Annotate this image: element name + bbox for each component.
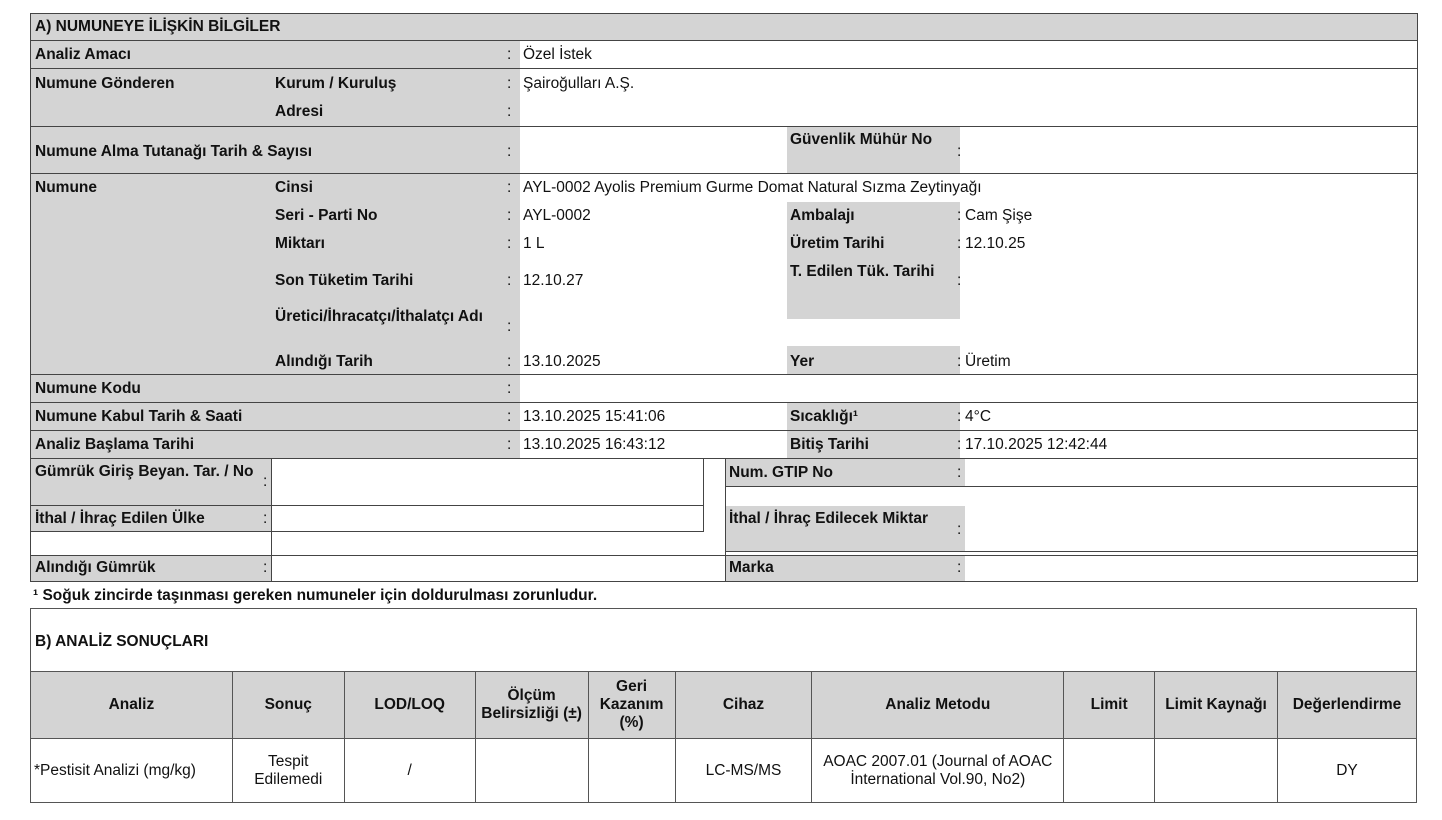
col-metod: Analiz Metodu <box>812 672 1064 739</box>
uretim-label: Üretim Tarihi <box>790 235 885 252</box>
gumruk-beyan-label: Gümrük Giriş Beyan. Tar. / No <box>35 463 254 480</box>
adres-label: Adresi <box>275 103 324 120</box>
colon: : <box>957 559 962 576</box>
cinsi-value: AYL-0002 Ayolis Premium Gurme Domat Natural Sızma Zeytinyağı <box>523 179 982 196</box>
yer-label: Yer <box>790 353 815 370</box>
ithal-miktar-label: İthal / İhraç Edilecek Miktar <box>729 510 928 527</box>
ambalaj-label: Ambalajı <box>790 207 855 224</box>
cell-lodloq: / <box>344 739 475 803</box>
sicaklik-value: 4°C <box>965 408 992 425</box>
uretici-label: Üretici/İhracatçı/İthalatçı Adı <box>275 308 483 325</box>
cinsi-label: Cinsi <box>275 179 313 196</box>
muhur-label: Güvenlik Mühür No <box>790 131 933 148</box>
section-b-title-box <box>30 608 1417 672</box>
colon: : <box>507 436 512 453</box>
kurum-label: Kurum / Kuruluş <box>275 75 397 92</box>
colon: : <box>957 408 962 425</box>
tedilen-label: T. Edilen Tük. Tarihi <box>790 263 935 280</box>
colon: : <box>507 179 512 196</box>
alindigi-tarih-value: 13.10.2025 <box>523 353 601 370</box>
ulke-label: İthal / İhraç Edilen Ülke <box>35 510 205 527</box>
cell-limit-kaynagi <box>1155 739 1278 803</box>
alindigi-tarih-label: Alındığı Tarih <box>275 353 373 370</box>
kodu-label: Numune Kodu <box>35 380 141 397</box>
colon: : <box>957 207 962 224</box>
colon: : <box>507 207 512 224</box>
cell-geri-kazanim <box>588 739 675 803</box>
kabul-value: 13.10.2025 15:41:06 <box>523 408 666 425</box>
cell-sonuc: Tespit Edilemedi <box>232 739 344 803</box>
analiz-amaci-value: Özel İstek <box>523 46 592 63</box>
colon: : <box>507 235 512 252</box>
baslama-value: 13.10.2025 16:43:12 <box>523 436 666 453</box>
colon: : <box>507 318 512 335</box>
skt-label: Son Tüketim Tarihi <box>275 272 414 289</box>
section-a <box>30 13 1418 582</box>
col-analiz: Analiz <box>31 672 233 739</box>
colon: : <box>507 353 512 370</box>
skt-value: 12.10.27 <box>523 272 584 289</box>
colon: : <box>507 380 512 397</box>
colon: : <box>507 75 512 92</box>
sicaklik-label: Sıcaklığı¹ <box>790 408 859 425</box>
colon: : <box>507 272 512 289</box>
cell-metod: AOAC 2007.01 (Journal of AOAC İnternational Vol.90, No2) <box>812 739 1064 803</box>
tutanak-label: Numune Alma Tutanağı Tarih & Sayısı <box>35 143 313 160</box>
col-degerlendirme: Değerlendirme <box>1278 672 1417 739</box>
gumruk-label: Alındığı Gümrük <box>35 559 156 576</box>
colon: : <box>507 143 512 160</box>
section-a-title: A) NUMUNEYE İLİŞKİN BİLGİLER <box>35 18 281 35</box>
col-limit-kaynagi: Limit Kaynağı <box>1155 672 1278 739</box>
results-table <box>30 671 1417 803</box>
table-row <box>31 739 1417 803</box>
footnote: ¹ Soğuk zincirde taşınması gereken numuneler için doldurulması zorunludur. <box>33 587 598 604</box>
numune-label: Numune <box>35 179 97 196</box>
yer-value: Üretim <box>965 353 1011 370</box>
colon: : <box>957 143 962 160</box>
colon: : <box>957 436 962 453</box>
colon: : <box>957 464 962 481</box>
cell-belirsizlik <box>475 739 588 803</box>
section-b-title: B) ANALİZ SONUÇLARI <box>35 633 209 650</box>
col-belirsizlik: Ölçüm Belirsizliği (±) <box>475 672 588 739</box>
colon: : <box>957 353 962 370</box>
colon: : <box>957 272 962 289</box>
baslama-label: Analiz Başlama Tarihi <box>35 436 195 453</box>
cell-degerlendirme: DY <box>1278 739 1417 803</box>
analiz-amaci-label: Analiz Amacı <box>35 46 131 63</box>
kurum-value: Şairoğulları A.Ş. <box>523 75 635 92</box>
colon: : <box>263 559 268 576</box>
seri-value: AYL-0002 <box>523 207 591 224</box>
colon: : <box>263 510 268 527</box>
colon: : <box>507 408 512 425</box>
colon: : <box>957 521 962 538</box>
bitis-label: Bitiş Tarihi <box>790 436 869 453</box>
bitis-value: 17.10.2025 12:42:44 <box>965 436 1108 453</box>
cell-cihaz: LC-MS/MS <box>675 739 812 803</box>
gonderen-label: Numune Gönderen <box>35 75 175 92</box>
col-limit: Limit <box>1064 672 1155 739</box>
colon: : <box>507 103 512 120</box>
marka-label: Marka <box>729 559 774 576</box>
colon: : <box>507 46 512 63</box>
col-geri-kazanim: Geri Kazanım (%) <box>588 672 675 739</box>
kabul-label: Numune Kabul Tarih & Saati <box>35 408 243 425</box>
col-lodloq: LOD/LOQ <box>344 672 475 739</box>
miktar-value: 1 L <box>523 235 545 252</box>
col-cihaz: Cihaz <box>675 672 812 739</box>
col-sonuc: Sonuç <box>232 672 344 739</box>
ambalaj-value: Cam Şişe <box>965 207 1033 224</box>
results-header-row <box>31 672 1417 739</box>
miktar-label: Miktarı <box>275 235 325 252</box>
gtip-label: Num. GTIP No <box>729 464 833 481</box>
uretim-value: 12.10.25 <box>965 235 1026 252</box>
colon: : <box>263 473 268 490</box>
seri-label: Seri - Parti No <box>275 207 378 224</box>
cell-analiz: *Pestisit Analizi (mg/kg) <box>31 739 233 803</box>
cell-limit <box>1064 739 1155 803</box>
colon: : <box>957 235 962 252</box>
